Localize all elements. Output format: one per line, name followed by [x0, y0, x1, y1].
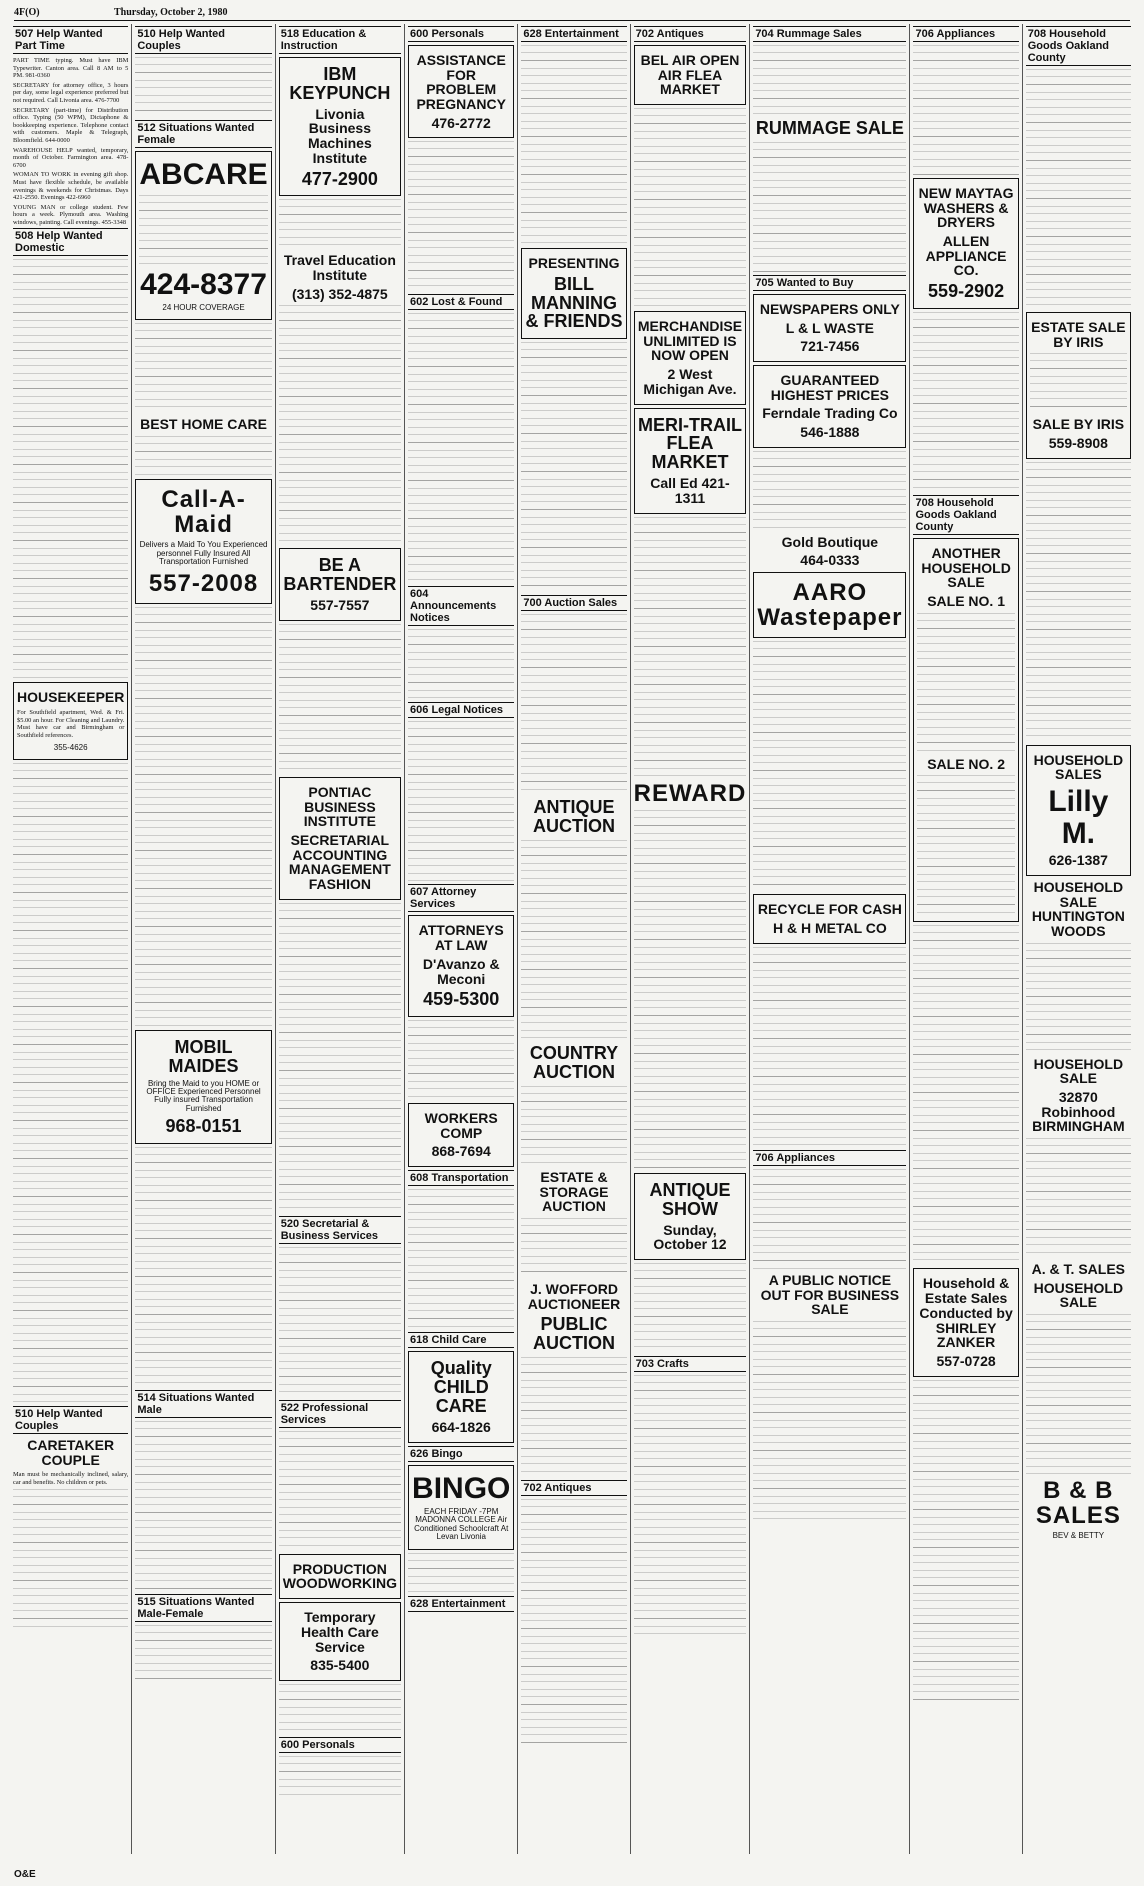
- ad-title: Household & Estate Sales Conducted by SHIRLEY ZANKER: [919, 1275, 1013, 1351]
- ad-phone: 559-8908: [1048, 435, 1108, 452]
- classified-ad: SECRETARY (part-time) for Distribution office. Typing (50 WPM), Dictaphone & bookkeeping experience. Telephone contact with customers. Maple & Telegraph, Bloomfield. 644-0000: [13, 106, 129, 144]
- ad-title: Quality CHILD CARE: [430, 1358, 492, 1416]
- display-ad: [1026, 745, 1131, 876]
- ad-text-block: [521, 840, 626, 1040]
- ad-text-block: [1026, 943, 1131, 1053]
- ad-text-block: [753, 45, 906, 115]
- ad-text-block: [13, 1489, 128, 1629]
- ad-title: PONTIAC BUSINESS INSTITUTE: [303, 783, 377, 830]
- ad-text-block: [135, 436, 271, 476]
- ad-text-block: [408, 1189, 514, 1329]
- ad-subtitle: ALLEN APPLIANCE CO.: [925, 233, 1007, 279]
- ad-text-block: [135, 1421, 271, 1591]
- ad-title: ATTORNEYS AT LAW: [418, 922, 504, 954]
- ad-text-block: [634, 810, 747, 1170]
- ad-title: COUNTRY AUCTION: [529, 1043, 619, 1083]
- ad-phone: 477-2900: [301, 168, 378, 189]
- ad-text-block: [279, 305, 401, 545]
- ad-phone: 559-2902: [928, 281, 1005, 302]
- ad-title: HOUSEKEEPER: [17, 689, 125, 706]
- ad-title: BEL AIR OPEN AIR FLEA MARKET: [640, 52, 740, 98]
- ad-subtitle: Livonia Business Machines Institute: [307, 105, 372, 166]
- ad-text-block: [408, 721, 514, 881]
- ad-phone: 557-2008: [148, 569, 259, 597]
- masthead: [14, 4, 1130, 21]
- display-ad: [753, 894, 906, 943]
- ad-text-block: [753, 1321, 906, 1521]
- section-heading: 604 Announcements Notices: [408, 586, 514, 626]
- ad-text-block: [521, 342, 626, 592]
- ad-subtitle: BEV & BETTY: [1052, 1531, 1105, 1541]
- ad-phone: 355-4626: [53, 742, 88, 752]
- section-heading: 514 Situations Wanted Male: [135, 1390, 271, 1418]
- ad-text-block: [913, 1380, 1018, 1700]
- display-ad: [753, 572, 906, 638]
- section-heading: 600 Personals: [279, 1737, 401, 1753]
- ad-text-block: [1026, 462, 1131, 742]
- ad-subtitle: SALE NO. 2: [927, 755, 1005, 772]
- ad-text-block: [917, 775, 1014, 915]
- ad-subtitle: Lilly M.: [1048, 785, 1109, 850]
- ad-title: HOUSEHOLD SALE: [1033, 1055, 1124, 1087]
- display-ad: [753, 365, 906, 448]
- ad-subtitle: SALE BY IRIS: [1032, 416, 1125, 433]
- section-heading: 705 Wanted to Buy: [753, 275, 906, 291]
- ad-title: NEWSPAPERS ONLY: [759, 300, 900, 317]
- ad-body: Man must be mechanically inclined, salary, car and benefits. No children or pets.: [13, 1471, 129, 1486]
- section-heading: 628 Entertainment: [408, 1596, 514, 1612]
- section-heading: 706 Appliances: [753, 1150, 906, 1166]
- section-heading: 607 Attorney Services: [408, 884, 514, 912]
- section-heading: 706 Appliances: [913, 26, 1018, 42]
- ad-title: ANOTHER HOUSEHOLD SALE: [921, 545, 1011, 591]
- ad-title: AARO Wastepaper: [757, 579, 903, 632]
- ad-text-block: [13, 763, 128, 1403]
- ad-title: ANTIQUE AUCTION: [533, 797, 615, 837]
- page-date: Thursday, October 2, 1980: [114, 6, 228, 18]
- ad-text-block: [634, 517, 747, 777]
- ad-subtitle: L & L WASTE: [785, 319, 874, 336]
- ad-phone: 464-0333: [800, 552, 860, 569]
- ad-title: ESTATE SALE BY IRIS: [1031, 319, 1126, 350]
- section-heading: 606 Legal Notices: [408, 702, 514, 718]
- column-8: [910, 24, 1022, 1854]
- ad-text-block: [913, 925, 1018, 1265]
- ad-title: ANTIQUE SHOW: [649, 1179, 731, 1219]
- display-ad: [1026, 312, 1131, 459]
- classified-ad: PART TIME typing. Must have IBM Typewriter. Canton area. Call 8 AM to 5 PM. 981-0360: [13, 57, 129, 80]
- ad-text-block: [135, 1625, 271, 1685]
- ad-title: J. WOFFORD AUCTIONEER: [527, 1280, 621, 1312]
- display-ad: [634, 311, 747, 404]
- column-1: [10, 24, 132, 1854]
- ad-text-block: [521, 1218, 626, 1278]
- ad-text-block: [135, 607, 271, 1027]
- ad-title: MERI-TRAIL FLEA MARKET: [637, 414, 742, 473]
- ad-title: HOUSEHOLD SALES: [1033, 751, 1124, 783]
- ad-text-block: [279, 624, 401, 774]
- ad-text-block: [279, 1247, 401, 1397]
- section-heading: 520 Secretarial & Business Services: [279, 1216, 401, 1244]
- display-ad: [634, 45, 747, 105]
- ad-text-block: [753, 947, 906, 1147]
- column-9: [1023, 24, 1134, 1854]
- section-heading: 618 Child Care: [408, 1332, 514, 1348]
- ad-text-block: [279, 1756, 401, 1796]
- display-ad: [521, 248, 626, 339]
- ad-phone: 626-1387: [1048, 852, 1108, 869]
- ad-phone: 557-7557: [310, 597, 370, 614]
- ad-title: MERCHANDISE UNLIMITED IS NOW OPEN: [637, 318, 743, 364]
- display-ad: [408, 1103, 514, 1167]
- section-heading: 602 Lost & Found: [408, 294, 514, 310]
- ad-title: GUARANTEED HIGHEST PRICES: [770, 371, 889, 403]
- display-ad: [913, 1268, 1018, 1376]
- ad-phone: (313) 352-4875: [291, 285, 388, 302]
- ad-title: WORKERS COMP: [424, 1110, 498, 1141]
- ad-phone: 835-5400: [310, 1657, 370, 1674]
- ad-text-block: [521, 1086, 626, 1166]
- classified-ad: SECRETARY for attorney office, 3 hours per day, some legal experience preferred but not required. Call Livonia area. 476-7700: [13, 81, 129, 104]
- section-heading: 510 Help Wanted Couples: [13, 1406, 128, 1434]
- ad-title: RECYCLE FOR CASH: [757, 901, 902, 918]
- ad-subtitle: 24 HOUR COVERAGE: [162, 303, 245, 312]
- ad-subtitle: Bring the Maid to you HOME or OFFICE Experienced Personnel Fully insured Transportation Furnished: [146, 1078, 261, 1113]
- ad-subtitle: Ferndale Trading Co: [762, 405, 898, 422]
- section-heading: 508 Help Wanted Domestic: [13, 228, 128, 256]
- section-heading: 518 Education & Instruction: [279, 26, 401, 54]
- classified-ad: WAREHOUSE HELP wanted, temporary, month of October. Farmington area. 478-6700: [13, 146, 129, 169]
- display-ad: [279, 57, 401, 196]
- ad-text-block: [521, 45, 626, 245]
- ad-text-block: [521, 1499, 626, 1749]
- ad-text-block: [135, 1147, 271, 1387]
- ad-text-block: [279, 199, 401, 249]
- ad-text-block: [408, 1020, 514, 1100]
- ad-text-block: [753, 641, 906, 891]
- classified-ad: YOUNG MAN or college student. Few hours a week. Plymouth area. Washing windows, painting. Call evenings. 455-3348: [13, 203, 129, 226]
- column-4: [405, 24, 518, 1854]
- display-ad: [279, 1602, 401, 1681]
- ad-title: ABCARE: [139, 158, 268, 191]
- ad-text-block: [1030, 353, 1127, 413]
- section-heading: 626 Bingo: [408, 1446, 514, 1462]
- section-heading: 702 Antiques: [521, 1480, 626, 1496]
- section-heading: 708 Household Goods Oakland County: [1026, 26, 1131, 66]
- ad-body: For Southfield apartment, Wed. & Fri. $5.00 an hour. For Cleaning and Laundry. Must have car and Birmingham or Southfield references.: [17, 709, 125, 739]
- ad-text-block: [279, 1431, 401, 1551]
- display-ad: [279, 1554, 401, 1599]
- section-heading: 700 Auction Sales: [521, 595, 626, 611]
- ad-text-block: [408, 629, 514, 699]
- section-heading: 708 Household Goods Oakland County: [913, 495, 1018, 535]
- ad-subtitle: H & H METAL CO: [772, 920, 887, 937]
- ad-title: A. & T. SALES: [1031, 1261, 1126, 1277]
- ad-text-block: [753, 451, 906, 531]
- ad-text-block: [408, 141, 514, 291]
- display-ad: [408, 45, 514, 138]
- ad-phone: 664-1826: [431, 1418, 491, 1435]
- footer-code: O&E: [14, 1869, 36, 1880]
- ad-phone: 459-5300: [423, 989, 500, 1010]
- ad-text-block: [13, 259, 128, 679]
- ad-title: ESTATE & STORAGE AUCTION: [539, 1168, 609, 1215]
- classified-ad: WOMAN TO WORK in evening gift shop. Must have flexible schedule, be available evenings & weekends for Christmas. Days 421-2550. Evenings 422-6960: [13, 171, 129, 202]
- ad-text-block: [1026, 1314, 1131, 1474]
- ad-title: NEW MAYTAG WASHERS & DRYERS: [918, 185, 1014, 231]
- ad-text-block: [917, 613, 1014, 753]
- ad-text-block: [135, 57, 271, 117]
- ad-text-block: [279, 903, 401, 1213]
- column-7: [750, 24, 910, 1854]
- column-5: [518, 24, 630, 1854]
- page-number: 4F(O): [14, 6, 40, 18]
- section-heading: 608 Transportation: [408, 1170, 514, 1186]
- ad-text-block: [753, 142, 906, 272]
- column-2: [132, 24, 275, 1854]
- ad-phone: 424-8377: [140, 267, 267, 301]
- ad-title: PRODUCTION WOODWORKING: [282, 1560, 398, 1592]
- ad-phone: 476-2772: [431, 114, 491, 131]
- display-ad: [753, 294, 906, 362]
- section-heading: 704 Rummage Sales: [753, 26, 906, 42]
- ad-text-block: [1026, 69, 1131, 309]
- ad-title: IBM KEYPUNCH: [289, 64, 391, 103]
- ad-text-block: [279, 1684, 401, 1734]
- column-6: [631, 24, 751, 1854]
- ad-title: Temporary Health Care Service: [300, 1609, 379, 1655]
- ad-text-block: [753, 1169, 906, 1269]
- ad-phone: 968-0151: [165, 1116, 242, 1137]
- ad-subtitle: EACH FRIDAY -7PM MADONNA COLLEGE Air Conditioned Schoolcraft At Levan Livonia: [414, 1507, 509, 1542]
- ad-text-block: [408, 313, 514, 583]
- ad-phone: 721-7456: [800, 338, 860, 355]
- ad-title: REWARD: [633, 779, 747, 807]
- section-heading: 515 Situations Wanted Male-Female: [135, 1594, 271, 1622]
- ad-text-block: [634, 108, 747, 308]
- ad-title: Call-A-Maid: [161, 486, 246, 539]
- display-ad: [913, 538, 1018, 922]
- ad-phone: Call Ed 421-1311: [650, 475, 730, 506]
- display-ad: [408, 1351, 514, 1442]
- display-ad: [135, 479, 271, 604]
- ad-title: PUBLIC AUCTION: [533, 1314, 615, 1354]
- display-ad: [135, 1030, 271, 1144]
- section-heading: 600 Personals: [408, 26, 514, 42]
- display-ad: [408, 1465, 514, 1550]
- ad-subtitle: 2 West Michigan Ave.: [643, 366, 737, 397]
- ad-title: PRESENTING: [528, 255, 620, 271]
- display-ad: [634, 1173, 747, 1260]
- ad-text-block: [634, 1375, 747, 1635]
- ad-text-block: [1026, 1138, 1131, 1258]
- ad-title: BINGO: [412, 1471, 511, 1505]
- ad-subtitle: SALE NO. 1: [927, 593, 1005, 610]
- display-ad: [408, 915, 514, 1017]
- ad-subtitle: Delivers a Maid To You Experienced personnel Fully Insured All Transportation Furnished: [139, 540, 268, 567]
- section-heading: 702 Antiques: [634, 26, 747, 42]
- ad-title: BE A BARTENDER: [283, 555, 397, 595]
- display-ad: [13, 682, 128, 759]
- ad-phone: 546-1888: [800, 424, 860, 441]
- ad-subtitle: Sunday, October 12: [653, 1221, 727, 1253]
- ad-subtitle: 32870 Robinhood BIRMINGHAM: [1032, 1088, 1125, 1135]
- ad-text-block: [634, 1263, 747, 1353]
- ad-text-block: [135, 323, 271, 413]
- ad-subtitle: BILL MANNING & FRIENDS: [525, 273, 623, 332]
- ad-title: MOBIL MAIDES: [168, 1036, 239, 1076]
- section-heading: 507 Help Wanted Part Time: [13, 26, 128, 54]
- ad-text-block: [521, 614, 626, 794]
- ad-title: B & B SALES: [1035, 1477, 1121, 1530]
- ad-title: Gold Boutique: [781, 533, 879, 550]
- display-ad: [135, 151, 271, 320]
- ad-phone: 557-0728: [936, 1352, 996, 1369]
- section-heading: 522 Professional Services: [279, 1400, 401, 1428]
- ad-title: RUMMAGE SALE: [755, 118, 904, 138]
- ad-subtitle: SECRETARIAL ACCOUNTING MANAGEMENT FASHION: [288, 832, 391, 893]
- ad-title: ASSISTANCE FOR PROBLEM PREGNANCY: [416, 52, 506, 113]
- display-ad: [279, 548, 401, 620]
- ad-text-block: [408, 1553, 514, 1593]
- display-ad: [634, 408, 747, 514]
- ad-text-block: [913, 45, 1018, 175]
- ad-text-block: [913, 312, 1018, 492]
- ad-text-block: [139, 195, 267, 265]
- ad-text-block: [521, 1357, 626, 1477]
- ad-title: BEST HOME CARE: [140, 416, 267, 433]
- column-3: [276, 24, 405, 1854]
- section-heading: 510 Help Wanted Couples: [135, 26, 271, 54]
- ad-subtitle: D'Avanzo & Meconi: [422, 955, 500, 987]
- section-heading: 628 Entertainment: [521, 26, 626, 42]
- ad-phone: 868-7694: [431, 1143, 491, 1160]
- section-heading: 703 Crafts: [634, 1356, 747, 1372]
- display-ad: [913, 178, 1018, 309]
- ad-title: A PUBLIC NOTICE OUT FOR BUSINESS SALE: [760, 1271, 900, 1318]
- section-heading: 512 Situations Wanted Female: [135, 120, 271, 148]
- ad-title: CARETAKER COUPLE: [27, 1436, 115, 1468]
- display-ad: [279, 777, 401, 900]
- ad-title: HOUSEHOLD SALE HUNTINGTON WOODS: [1031, 878, 1125, 939]
- column-grid: [10, 24, 1134, 1854]
- ad-subtitle: HOUSEHOLD SALE: [1033, 1279, 1124, 1311]
- ad-title: Travel Education Institute: [283, 252, 396, 284]
